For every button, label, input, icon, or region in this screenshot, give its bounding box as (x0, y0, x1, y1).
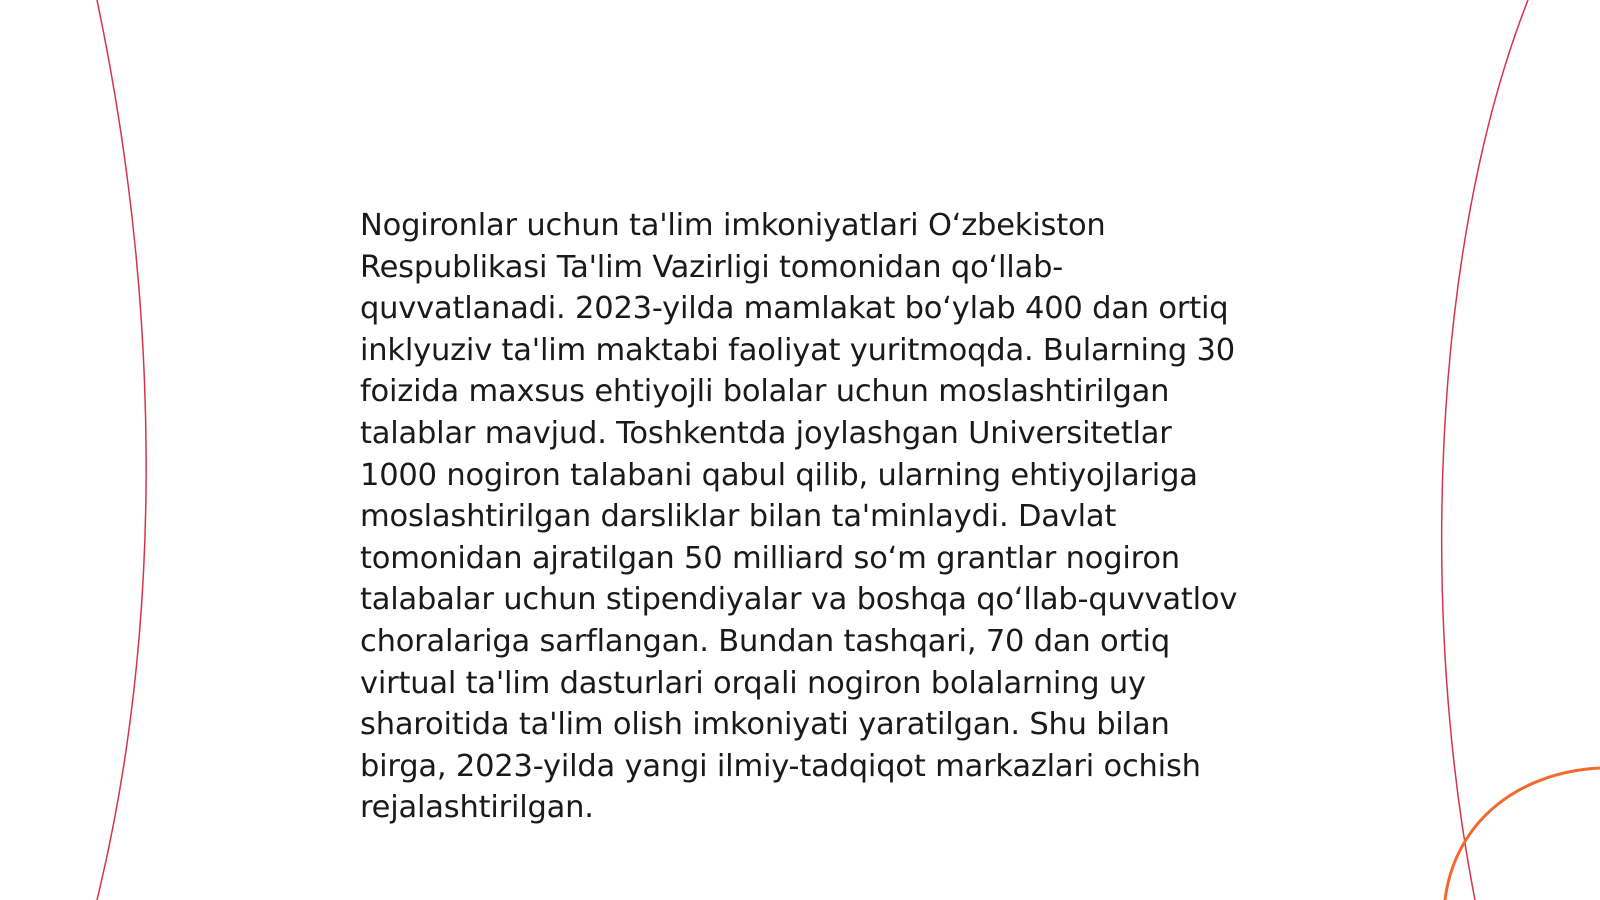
right-curve-line (1442, 0, 1528, 900)
left-curve-line (97, 0, 146, 900)
bottom-right-arc (1445, 768, 1600, 900)
body-paragraph: Nogironlar uchun ta'lim imkoniyatlari O‘zbekiston Respublikasi Ta'lim Vazirligi tomonidan qo‘llab-quvvatlanadi. 2023-yilda mamlakat bo‘ylab 400 dan ortiq inklyuziv ta'lim maktabi faoliyat yuritmoqda. Bularning 30 foizida maxsus ehtiyojli bolalar uchun moslashtirilgan talablar mavjud. Toshkentda joylashgan Universitetlar 1000 nogiron talabani qabul qilib, ularning ehtiyojlariga moslashtirilgan darsliklar bilan ta'minlaydi. Davlat tomonidan ajratilgan 50 milliard so‘m grantlar nogiron talabalar uchun stipendiyalar va boshqa qo‘llab-quvvatlov choralariga sarflangan. Bundan tashqari, 70 dan ortiq virtual ta'lim dasturlari orqali nogiron bolalarning uy sharoitida ta'lim olish imkoniyati yaratilgan. Shu bilan birga, 2023-yilda yangi ilmiy-tadqiqot markazlari ochish rejalashtirilgan. (360, 208, 1238, 826)
